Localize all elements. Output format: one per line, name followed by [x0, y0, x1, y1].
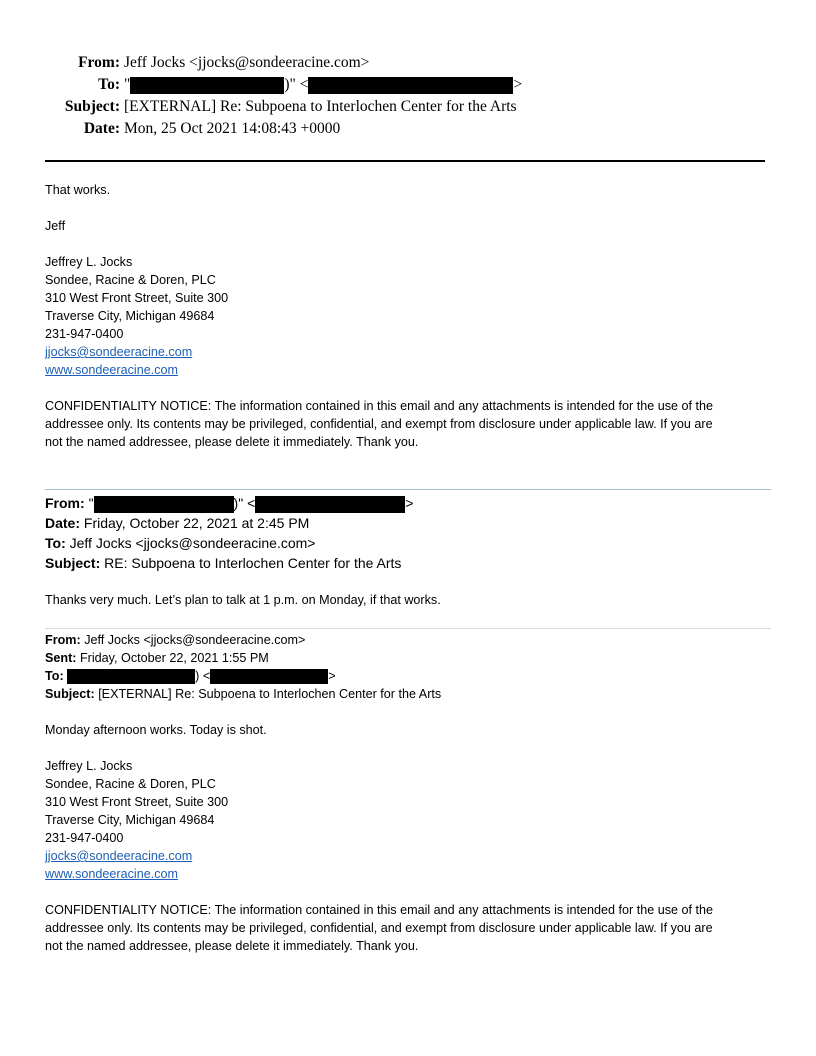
- msg2-date-row: [45, 513, 309, 533]
- msg2-date-value: Friday, October 22, 2021 at 2:45 PM: [83, 515, 310, 531]
- msg2-from-end: >: [405, 495, 414, 511]
- msg3-sent-value: Friday, October 22, 2021 1:55 PM: [79, 651, 269, 665]
- header-to-value: [124, 74, 522, 96]
- msg1-confidentiality-2: addressee only. Its contents may be privileged, confidential, and exempt from disclosure under applicable law. If you are: [45, 417, 713, 431]
- msg2-date-label: Date:: [45, 515, 81, 531]
- redaction-bar: [67, 669, 195, 684]
- msg1-sig-addr2: Traverse City, Michigan 49684: [45, 309, 215, 323]
- msg1-confidentiality-1: CONFIDENTIALITY NOTICE: The information contained in this email and any attachments is intended for the use of the: [45, 399, 714, 413]
- msg3-confidentiality-3: not the named addressee, please delete it immediately. Thank you.: [45, 939, 419, 953]
- msg1-sig-addr1: 310 West Front Street, Suite 300: [45, 291, 229, 305]
- msg3-sig-addr1: 310 West Front Street, Suite 300: [45, 795, 229, 809]
- msg3-sig-firm: Sondee, Racine & Doren, PLC: [45, 777, 216, 791]
- msg3-sent-row: [45, 649, 269, 667]
- msg3-email-link[interactable]: jjocks@sondeeracine.com: [45, 849, 193, 863]
- msg2-from-quote-open: ": [88, 495, 94, 511]
- msg3-from-row: [45, 631, 305, 649]
- msg2-from-row: [45, 493, 413, 513]
- redaction-bar: [308, 77, 513, 94]
- quoted-divider-1: [45, 489, 771, 490]
- header-to-quote-open: ": [124, 76, 131, 93]
- msg2-from-quote-close: )" <: [233, 495, 256, 511]
- header-from-value: Jeff Jocks <jjocks@sondeeracine.com>: [124, 54, 370, 71]
- msg3-from-label: From:: [45, 633, 81, 647]
- msg3-sig-name: Jeffrey L. Jocks: [45, 759, 133, 773]
- header-subject-label: Subject:: [64, 98, 120, 115]
- msg3-body: Monday afternoon works. Today is shot.: [45, 723, 267, 737]
- msg2-from-label: From:: [45, 495, 85, 511]
- msg1-line1: That works.: [45, 183, 111, 197]
- header-to-row: [0, 74, 816, 96]
- header-to-quote-close: )" <: [284, 76, 309, 93]
- msg1-sig-phone: 231-947-0400: [45, 327, 124, 341]
- redaction-bar: [210, 669, 328, 684]
- header-divider: [45, 160, 765, 162]
- header-subject-value: [EXTERNAL] Re: Subpoena to Interlochen Center for the Arts: [124, 98, 517, 115]
- msg1-email-link[interactable]: jjocks@sondeeracine.com: [45, 345, 193, 359]
- quoted-divider-2: [45, 628, 771, 629]
- msg1-line2: Jeff: [45, 219, 66, 233]
- msg3-sent-label: Sent:: [45, 651, 77, 665]
- msg3-confidentiality-1: CONFIDENTIALITY NOTICE: The information contained in this email and any attachments is intended for the use of the: [45, 903, 714, 917]
- msg3-subject-value: [EXTERNAL] Re: Subpoena to Interlochen Center for the Arts: [98, 687, 442, 701]
- redaction-bar: [130, 77, 284, 94]
- msg1-sig-name: Jeffrey L. Jocks: [45, 255, 133, 269]
- msg2-subject-value: RE: Subpoena to Interlochen Center for the Arts: [104, 555, 402, 571]
- msg2-subject-row: [45, 553, 401, 573]
- header-from-row: [0, 52, 816, 74]
- msg3-to-row: [45, 667, 336, 685]
- header-subject-row: [0, 96, 816, 118]
- msg2-to-label: To:: [45, 535, 66, 551]
- msg1-sig-firm: Sondee, Racine & Doren, PLC: [45, 273, 216, 287]
- redaction-bar: [255, 496, 405, 513]
- msg3-from-value: Jeff Jocks <jjocks@sondeeracine.com>: [84, 633, 306, 647]
- msg3-to-mid: ) <: [195, 669, 211, 683]
- msg3-subject-label: Subject:: [45, 687, 95, 701]
- msg3-web-link[interactable]: www.sondeeracine.com: [45, 867, 178, 881]
- msg1-confidentiality-3: not the named addressee, please delete it immediately. Thank you.: [45, 435, 419, 449]
- redaction-bar: [94, 496, 234, 513]
- msg2-to-row: [45, 533, 315, 553]
- header-from-label: From:: [78, 54, 120, 71]
- msg1-web-link[interactable]: www.sondeeracine.com: [45, 363, 178, 377]
- msg3-confidentiality-2: addressee only. Its contents may be privileged, confidential, and exempt from disclosure under applicable law. If you are: [45, 921, 713, 935]
- header-date-label: Date:: [83, 120, 120, 137]
- msg3-sig-phone: 231-947-0400: [45, 831, 124, 845]
- msg3-to-label: To:: [45, 669, 64, 683]
- header-to-label: To:: [98, 76, 120, 93]
- msg2-subject-label: Subject:: [45, 555, 101, 571]
- msg3-subject-row: [45, 685, 441, 703]
- msg3-to-end: >: [328, 669, 336, 683]
- header-date-value: Mon, 25 Oct 2021 14:08:43 +0000: [124, 120, 341, 137]
- msg2-to-value: Jeff Jocks <jjocks@sondeeracine.com>: [69, 535, 316, 551]
- header-date-row: [0, 118, 816, 140]
- msg3-sig-addr2: Traverse City, Michigan 49684: [45, 813, 215, 827]
- msg2-body: Thanks very much. Let’s plan to talk at 1 p.m. on Monday, if that works.: [45, 593, 441, 607]
- header-to-end: >: [513, 76, 523, 93]
